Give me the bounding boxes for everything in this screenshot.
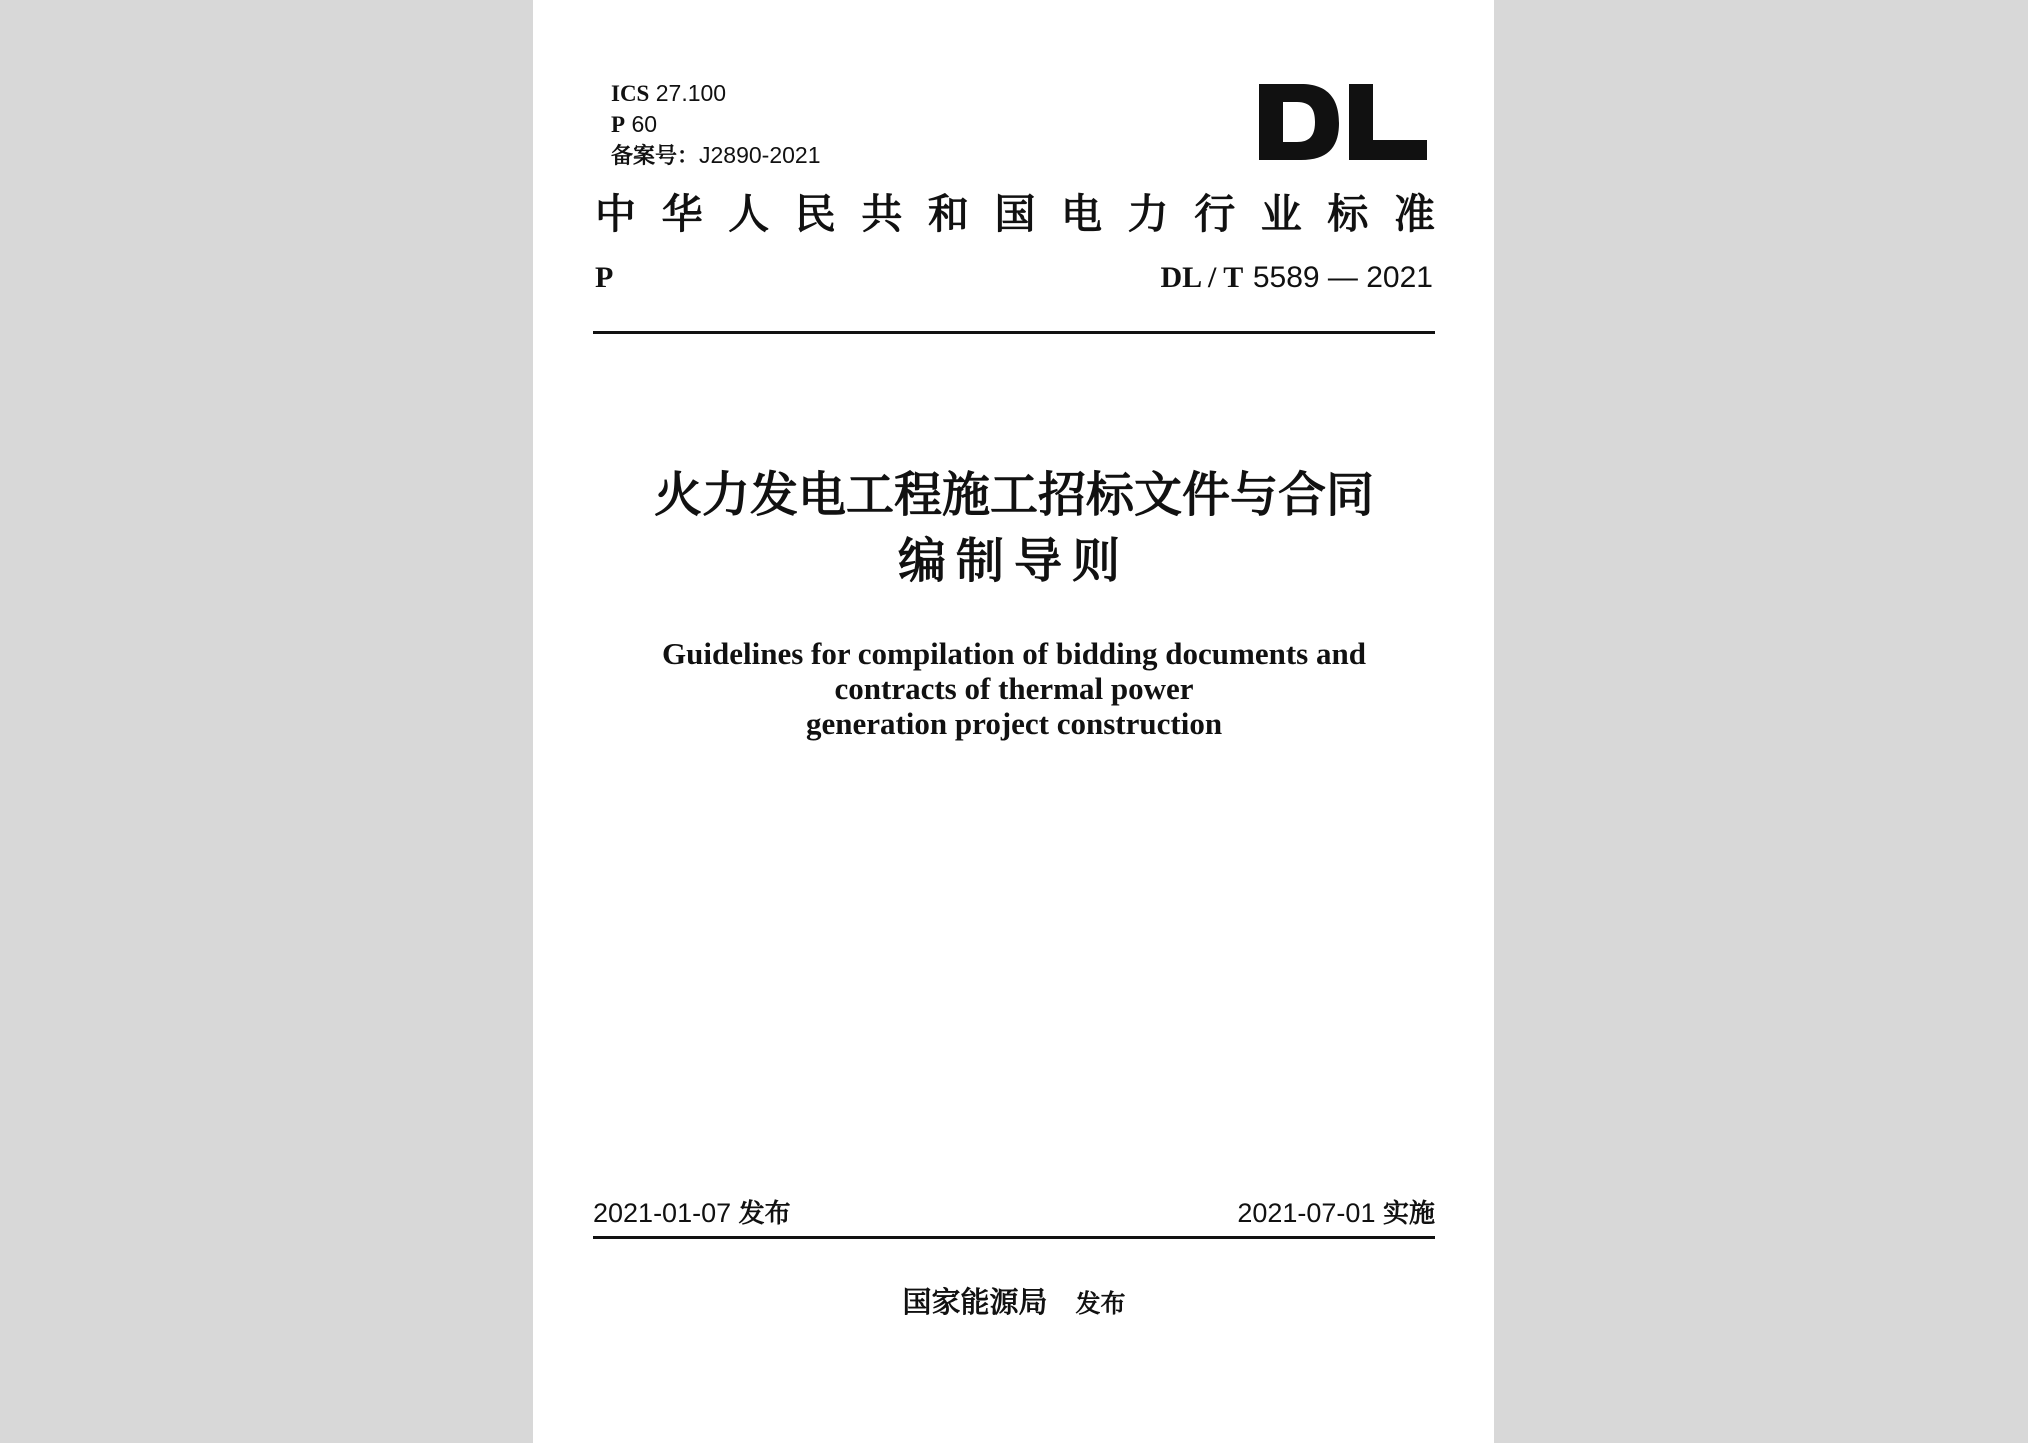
standard-title-char: 标 — [1327, 190, 1369, 238]
date-row — [593, 1194, 1435, 1232]
chinese-title-line-1: 火力发电工程施工招标文件与合同 — [653, 467, 1374, 523]
dl-logo — [1259, 82, 1429, 162]
standard-title-char: 业 — [1260, 190, 1302, 238]
standard-title-char: 国 — [994, 190, 1036, 238]
standard-title-char: 准 — [1393, 190, 1435, 238]
standard-code-row — [595, 258, 1433, 298]
ics-line: ICS 27.100 — [611, 80, 727, 106]
english-title-line-1: Guidelines for compilation of bidding documents and — [662, 636, 1366, 671]
classification-letter: P — [595, 261, 614, 294]
footer-divider — [593, 1236, 1435, 1239]
publisher-action: 发布 — [1075, 1289, 1126, 1318]
standard-title-char: 人 — [728, 190, 770, 238]
classification-meta — [611, 78, 821, 172]
english-title-line-2: contracts of thermal power — [834, 671, 1194, 706]
standard-title-char: 和 — [927, 190, 969, 238]
document-page — [533, 0, 1494, 1443]
standard-title-char: 力 — [1127, 190, 1169, 238]
english-title-line-3: generation project construction — [805, 706, 1223, 741]
ccs-line: P 60 — [611, 111, 658, 137]
header-divider — [593, 331, 1435, 334]
implement-date: 2021-07-01 实施 — [1237, 1198, 1435, 1229]
standard-title-char: 民 — [794, 190, 836, 238]
dl-logo-icon — [1259, 82, 1429, 162]
issue-date: 2021-01-07 发布 — [593, 1198, 791, 1229]
filing-line: 备案号：J2890-2021 — [611, 142, 821, 169]
standard-title-char: 中 — [595, 190, 636, 238]
ics-value: 27.100 — [655, 80, 727, 106]
publisher-name: 国家能源局 — [902, 1285, 1048, 1319]
standard-title — [595, 186, 1435, 242]
publisher — [573, 1282, 1455, 1324]
english-title — [573, 636, 1455, 741]
standard-title-char: 共 — [861, 190, 903, 238]
standard-title-char: 华 — [661, 190, 703, 238]
standard-title-char: 行 — [1194, 190, 1236, 238]
filing-value: J2890-2021 — [699, 142, 821, 168]
ccs-value: 60 — [631, 111, 658, 137]
chinese-title-line-2: 编制导则 — [897, 533, 1130, 589]
chinese-title — [573, 462, 1455, 594]
standard-code: DL / T 5589 — 2021 — [1160, 261, 1433, 294]
standard-title-char: 电 — [1061, 190, 1103, 238]
